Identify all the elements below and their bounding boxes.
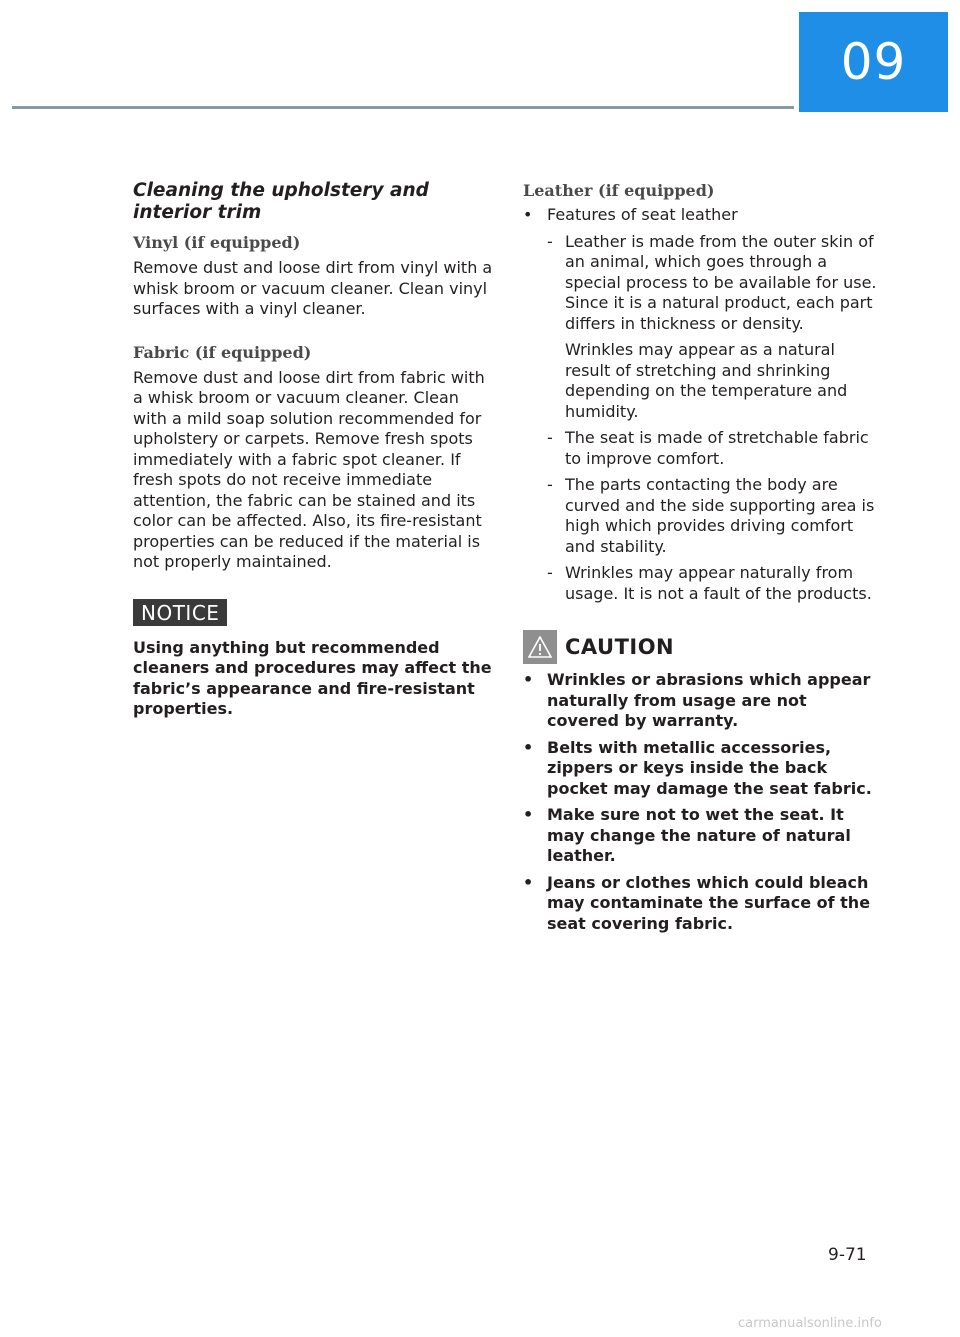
caution-item-1: Belts with metallic accessories, zippers or keys inside the back pocket may damage the seat fabric. <box>547 737 872 798</box>
caution-label: CAUTION <box>565 635 675 659</box>
list-item <box>523 428 878 469</box>
list-item <box>523 475 878 557</box>
list-item <box>523 738 878 800</box>
fabric-heading: Fabric (if equipped) <box>133 342 312 362</box>
leather-item-0-extra: Wrinkles may appear as a natural result of stretching and shrinking depending on the temperature and humidity. <box>565 340 848 421</box>
notice-text: Using anything but recommended cleaners and procedures may affect the fabric’s appearance and fire-resistant properties. <box>133 637 492 718</box>
page-number: 9-71 <box>828 1245 867 1265</box>
leather-bullet <box>523 205 878 604</box>
leather-feature-list <box>523 232 878 605</box>
caution-header <box>523 630 878 664</box>
chapter-tab <box>799 12 948 112</box>
leather-heading: Leather (if equipped) <box>523 181 715 200</box>
chapter-number: 09 <box>840 33 907 91</box>
warning-triangle-icon <box>523 630 557 664</box>
list-item <box>523 805 878 867</box>
list-item <box>523 563 878 604</box>
list-item <box>523 232 878 423</box>
leather-item-3: Wrinkles may appear naturally from usage. It is not a fault of the products. <box>565 563 872 603</box>
left-column <box>133 180 493 720</box>
header-rule <box>12 106 794 109</box>
list-item <box>523 873 878 935</box>
vinyl-text: Remove dust and loose dirt from vinyl with a whisk broom or vacuum cleaner. Clean vinyl surfaces with a vinyl cleaner. <box>133 258 493 318</box>
leather-item-0: Leather is made from the outer skin of an animal, which goes through a special process to be available for use. Since it is a natural product, each part differs in thickness or density. <box>565 231 877 333</box>
caution-item-2: Make sure not to wet the seat. It may change the nature of natural leather. <box>547 805 851 865</box>
list-item <box>523 670 878 732</box>
caution-item-0: Wrinkles or abrasions which appear naturally from usage are not covered by warranty. <box>547 670 871 730</box>
caution-item-3: Jeans or clothes which could bleach may contaminate the surface of the seat covering fabric. <box>547 872 871 933</box>
vinyl-heading: Vinyl (if equipped) <box>133 233 301 252</box>
fabric-text: Remove dust and loose dirt from fabric with a whisk broom or vacuum cleaner. Clean with a mild soap solution recommended for upholstery or carpets. Remove fresh spots immediately with a fabric spot cleaner. If fresh spots do not receive immediate attention, the fabric can be stained and its color can be affected. Also, its fire-resistant properties can be reduced if the material is not properly maintained. <box>133 367 485 571</box>
leather-item-1: The seat is made of stretchable fabric to improve comfort. <box>565 428 869 468</box>
notice-label: NOTICE <box>133 599 227 626</box>
leather-bullets <box>523 205 878 604</box>
leather-item-2: The parts contacting the body are curved and the side supporting area is high which provides driving comfort and stability. <box>565 475 875 556</box>
right-column <box>523 180 878 940</box>
watermark: carmanualsonline.info <box>738 1316 882 1331</box>
leather-bullet-text: Features of seat leather <box>547 205 738 224</box>
caution-list <box>523 670 878 934</box>
section-title: Cleaning the upholstery and interior trim <box>133 180 429 223</box>
